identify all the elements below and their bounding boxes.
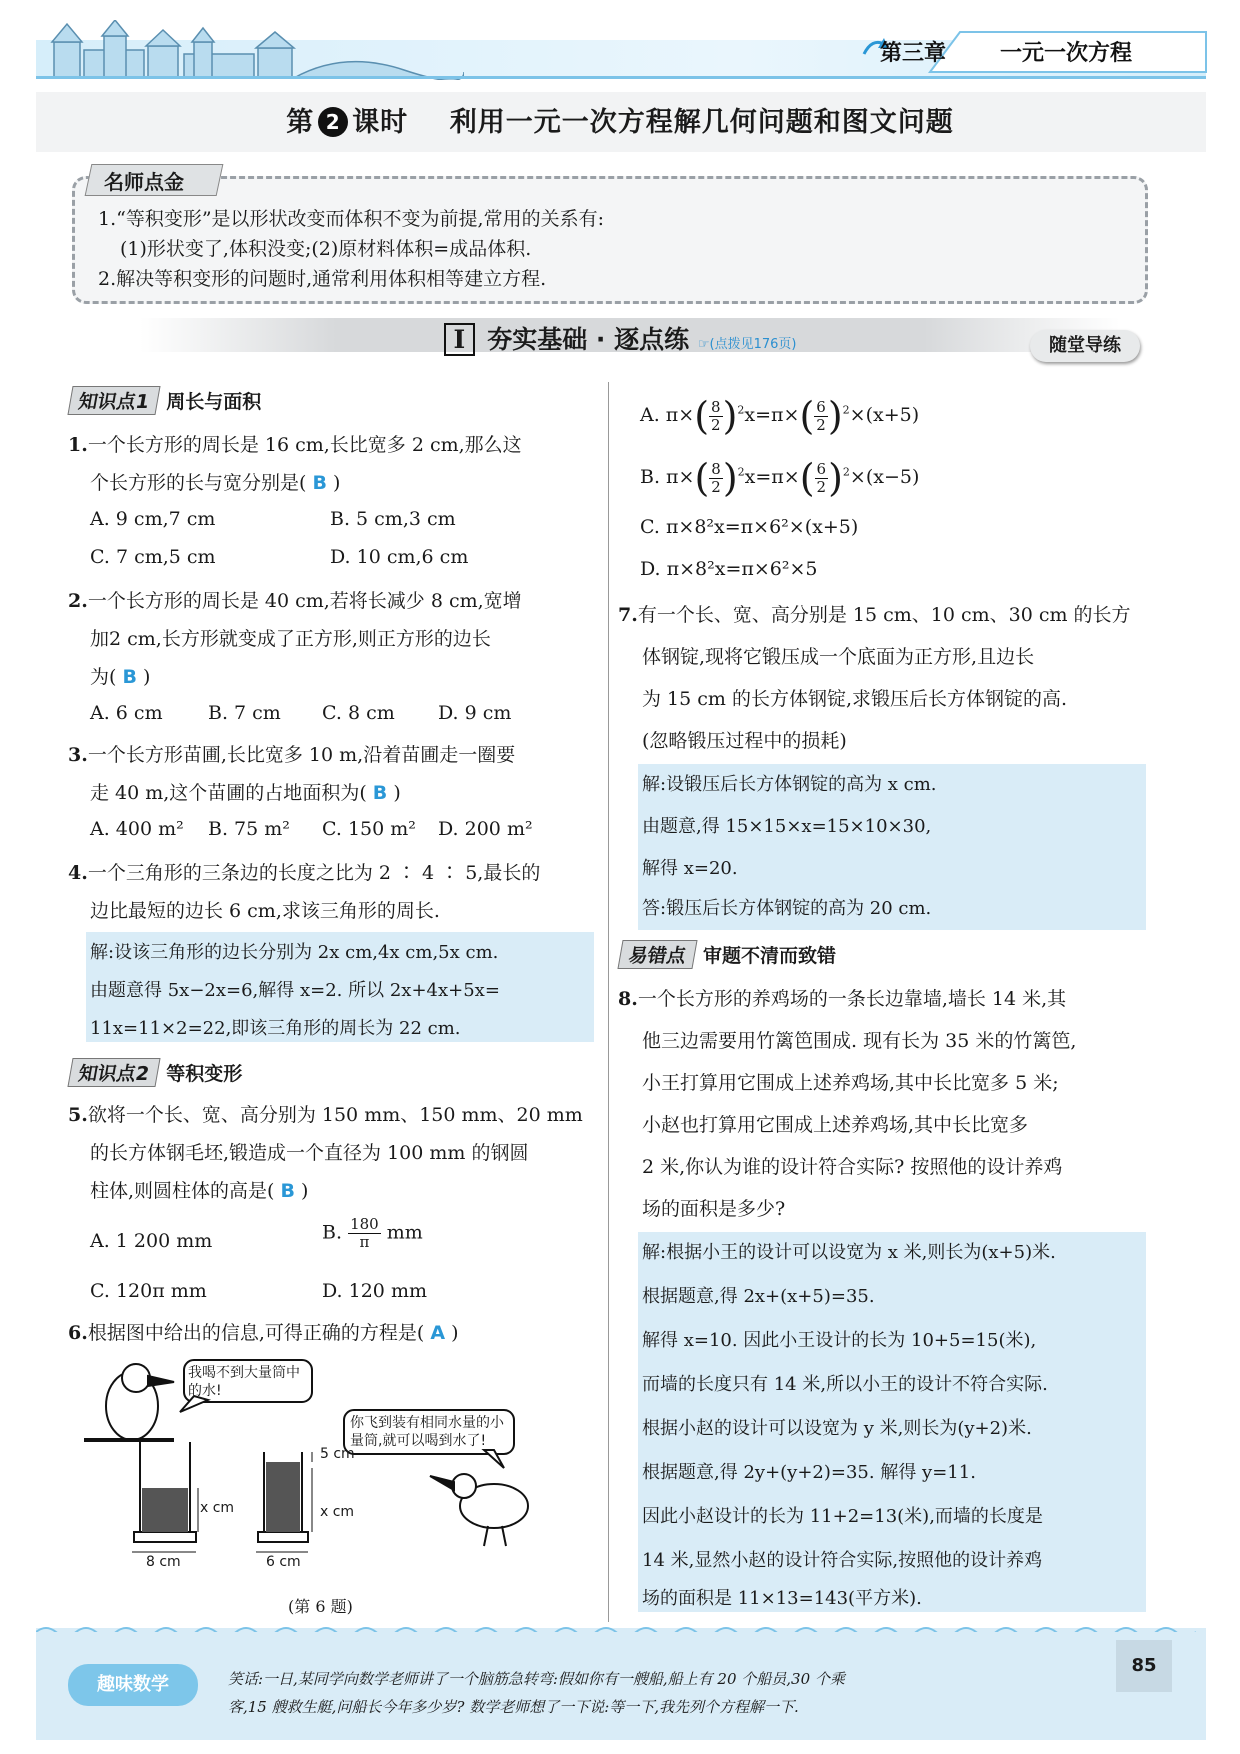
header-rule bbox=[36, 76, 1206, 79]
lesson-number: 2 bbox=[318, 107, 348, 137]
column-divider bbox=[608, 382, 609, 1622]
lesson-prefix: 第 bbox=[286, 107, 315, 138]
q5-option-b bbox=[322, 1216, 423, 1251]
q6b-den1: 2 bbox=[711, 477, 721, 496]
footer-wave bbox=[36, 1624, 1206, 1632]
chapter-title: 一元一次方程 bbox=[1000, 41, 1133, 66]
q1-line-1 bbox=[68, 430, 522, 457]
q7-solution-4: 答:锻压后长方体钢锭的高为 20 cm. bbox=[642, 898, 932, 919]
q8-number: 8. bbox=[618, 988, 638, 1010]
q8-solution-box bbox=[638, 1232, 1146, 1612]
q7-line-2: 体钢锭,现将它锻压成一个底面为正方形,且边长 bbox=[642, 646, 1035, 668]
q6a-pre: A. π× bbox=[640, 404, 695, 426]
q3-option-d: D. 200 m² bbox=[438, 818, 533, 840]
q6a-mid: x=π× bbox=[744, 404, 800, 426]
q3-number: 3. bbox=[68, 744, 88, 766]
q6a-num1: 8 bbox=[711, 397, 721, 416]
q6b-mid: x=π× bbox=[744, 466, 800, 488]
q5-option-d: D. 120 mm bbox=[322, 1280, 427, 1302]
q4-line-1 bbox=[68, 858, 540, 885]
lesson-suffix: 课时 bbox=[352, 107, 409, 138]
q6-label-x1: x cm bbox=[200, 1500, 235, 1516]
large-cylinder-water bbox=[142, 1488, 188, 1532]
bird-right-icon bbox=[430, 1474, 528, 1546]
q2-option-c: C. 8 cm bbox=[322, 702, 395, 724]
q5-option-b-fraction bbox=[348, 1216, 381, 1251]
q6-text-1: 根据图中给出的信息,可得正确的方程是( bbox=[87, 1322, 425, 1344]
q6-option-b: B. π×( $\frac{8}{2}$ )$^2$x=π×( $\frac{6}{2}$ )$^2$×(x−5) bbox=[640, 456, 920, 500]
q5-line-1 bbox=[68, 1100, 583, 1127]
q8-solution-8: 14 米,显然小赵的设计符合实际,按照他的设计养鸡 bbox=[642, 1550, 1043, 1571]
q4-solution-box bbox=[86, 932, 594, 1042]
q5-answer: B bbox=[280, 1180, 295, 1202]
q8-solution-9: 场的面积是 11×13=143(平方米). bbox=[642, 1588, 922, 1609]
error-title: 审题不清而致错 bbox=[703, 945, 837, 967]
q4-number: 4. bbox=[68, 862, 88, 884]
section-title: 夯实基础 · 逐点练 bbox=[487, 325, 690, 354]
knowledge-point-2 bbox=[70, 1058, 242, 1087]
q6-number: 6. bbox=[68, 1322, 88, 1344]
q7-line-4: (忽略锻压过程中的损耗) bbox=[642, 730, 847, 752]
q1-answer: B bbox=[312, 472, 327, 494]
q2-option-a: A. 6 cm bbox=[90, 702, 163, 724]
q8-solution-6: 根据题意,得 2y+(y+2)=35. 解得 y=11. bbox=[642, 1462, 976, 1483]
q1-option-a: A. 9 cm,7 cm bbox=[90, 508, 216, 530]
q8-solution-5: 根据小赵的设计可以设宽为 y 米,则长为(y+2)米. bbox=[642, 1418, 1032, 1439]
q4-text-1: 一个三角形的三条边的长度之比为 2 ∶ 4 ∶ 5,最长的 bbox=[87, 862, 541, 884]
q8-text-1: 一个长方形的养鸡场的一条长边靠墙,墙长 14 米,其 bbox=[637, 988, 1067, 1010]
q5-line-3 bbox=[90, 1176, 308, 1203]
footer-joke-line-2: 客,15 艘救生艇,问船长今年多少岁? 数学老师想了一下说:等一下,我先列个方程解一下. bbox=[228, 1698, 799, 1716]
q7-solution-box bbox=[638, 764, 1146, 930]
kp1-tag: 知识点1 bbox=[67, 386, 160, 415]
q2-number: 2. bbox=[68, 590, 88, 612]
error-tag: 易错点 bbox=[617, 940, 697, 969]
q3-close: ) bbox=[393, 782, 401, 804]
q2-text-1: 一个长方形的周长是 40 cm,若将长减少 8 cm,宽增 bbox=[87, 590, 522, 612]
q7-solution-2: 由题意,得 15×15×x=15×10×30, bbox=[642, 816, 932, 837]
q6-option-a: A. π×( $\frac{8}{2}$ )$^2$x=π×( $\frac{6}{2}$ )$^2$×(x+5) bbox=[640, 394, 920, 438]
q6a-den2: 2 bbox=[816, 415, 826, 434]
q6b-num1: 8 bbox=[711, 459, 721, 478]
q8-line-3: 小王打算用它围成上述养鸡场,其中长比宽多 5 米; bbox=[642, 1072, 1059, 1094]
q6-close: ) bbox=[451, 1322, 459, 1344]
q6-bubble-1-text: 我喝不到大量筒中的水! bbox=[188, 1365, 300, 1399]
q5-fraction-numerator: 180 bbox=[350, 1215, 379, 1233]
footer-joke-line-1: 笑话:一日,某同学向数学老师讲了一个脑筋急转弯:假如你有一艘船,船上有 20 个船员,30 个乘 bbox=[228, 1670, 845, 1688]
q6b-den2: 2 bbox=[816, 477, 827, 496]
q2-line-3 bbox=[90, 662, 150, 689]
q5-close: ) bbox=[301, 1180, 309, 1202]
q1-text-1: 一个长方形的周长是 16 cm,长比宽多 2 cm,那么这 bbox=[87, 434, 522, 456]
tip-line-1: 1.“等积变形”是以形状改变而体积不变为前提,常用的关系有: bbox=[98, 208, 604, 230]
q1-line-2 bbox=[90, 468, 340, 495]
q6a-end: ×(x+5) bbox=[849, 404, 920, 426]
q6-label-6cm: 6 cm bbox=[266, 1554, 301, 1570]
q8-line-5: 2 米,你认为谁的设计符合实际? 按照他的设计养鸡 bbox=[642, 1156, 1063, 1178]
q5-fraction-denominator: π bbox=[359, 1233, 370, 1251]
lesson-title-text: 利用一元一次方程解几何问题和图文问题 bbox=[449, 107, 954, 138]
page-number: 85 bbox=[1116, 1640, 1172, 1692]
q6b-pre: B. π× bbox=[640, 466, 695, 488]
q8-solution-1: 解:根据小王的设计可以设宽为 x 米,则长为(x+5)米. bbox=[642, 1242, 1056, 1263]
q6b-end: ×(x−5) bbox=[849, 466, 920, 488]
q7-line-3: 为 15 cm 的长方体钢锭,求锻压后长方体钢锭的高. bbox=[642, 688, 1068, 710]
q7-text-1: 有一个长、宽、高分别是 15 cm、10 cm、30 cm 的长方 bbox=[637, 604, 1131, 626]
castle-skyline-illustration bbox=[44, 20, 464, 80]
error-point bbox=[620, 940, 836, 969]
kp1-title: 周长与面积 bbox=[166, 391, 262, 413]
q2-option-d: D. 9 cm bbox=[438, 702, 512, 724]
q8-line-2: 他三边需要用竹篱笆围成. 现有长为 35 米的竹篱笆, bbox=[642, 1030, 1077, 1052]
teacher-tips-title: 名师点金 bbox=[104, 170, 184, 194]
q2-text-3: 为( bbox=[90, 666, 117, 688]
q4-line-2: 边比最短的边长 6 cm,求该三角形的周长. bbox=[90, 900, 440, 922]
q7-solution-1: 解:设锻压后长方体钢锭的高为 x cm. bbox=[642, 774, 937, 795]
q1-option-c: C. 7 cm,5 cm bbox=[90, 546, 216, 568]
q3-text-1: 一个长方形苗圃,长比宽多 10 m,沿着苗圃走一圈要 bbox=[87, 744, 516, 766]
q6a-num2: 6 bbox=[816, 397, 826, 416]
fun-math-badge: 趣味数学 bbox=[68, 1664, 198, 1706]
q6-label-5cm: 5 cm bbox=[320, 1446, 355, 1462]
q3-option-c: C. 150 m² bbox=[322, 818, 416, 840]
q2-option-b: B. 7 cm bbox=[208, 702, 281, 724]
tip-line-3: 2.解决等积变形的问题时,通常利用体积相等建立方程. bbox=[98, 268, 547, 290]
q6-answer: A bbox=[430, 1322, 446, 1344]
q4-solution-1: 解:设该三角形的边长分别为 2x cm,4x cm,5x cm. bbox=[90, 942, 499, 963]
q6-option-d: D. π×8²x=π×6²×5 bbox=[640, 558, 818, 580]
q2-line-2: 加2 cm,长方形就变成了正方形,则正方形的边长 bbox=[90, 628, 491, 650]
q6-label-x2: x cm bbox=[320, 1504, 355, 1520]
q5-text-3: 柱体,则圆柱体的高是( bbox=[90, 1180, 275, 1202]
section-note: ☞(点拨见176页) bbox=[697, 337, 797, 352]
q5-text-1: 欲将一个长、宽、高分别为 150 mm、150 mm、20 mm bbox=[87, 1104, 583, 1126]
q8-line-4: 小赵也打算用它围成上述养鸡场,其中长比宽多 bbox=[642, 1114, 1029, 1136]
q6-caption: (第 6 题) bbox=[288, 1597, 353, 1616]
q3-option-b: B. 75 m² bbox=[208, 818, 290, 840]
q6-line-1 bbox=[68, 1318, 459, 1345]
q3-line-1 bbox=[68, 740, 515, 767]
q8-solution-2: 根据题意,得 2x+(x+5)=35. bbox=[642, 1286, 875, 1307]
q8-solution-7: 因此小赵设计的长为 11+2=13(米),而墙的长度是 bbox=[642, 1506, 1043, 1527]
q5-option-b-unit: mm bbox=[386, 1221, 423, 1244]
q8-solution-4: 而墙的长度只有 14 米,所以小王的设计不符合实际. bbox=[642, 1374, 1048, 1395]
section-roman-numeral: I bbox=[444, 323, 476, 356]
q6a-den1: 2 bbox=[711, 415, 721, 434]
q3-answer: B bbox=[372, 782, 388, 804]
q6-option-c: C. π×8²x=π×6²×(x+5) bbox=[640, 516, 859, 538]
q2-answer: B bbox=[122, 666, 137, 688]
lesson-title bbox=[0, 100, 1240, 139]
q3-text-2: 走 40 m,这个苗圃的占地面积为( bbox=[90, 782, 367, 804]
kp2-title: 等积变形 bbox=[166, 1063, 243, 1085]
q3-option-a: A. 400 m² bbox=[90, 818, 184, 840]
guide-tag: 随堂导练 bbox=[1030, 330, 1140, 362]
chapter-label: 第三章 bbox=[880, 41, 947, 66]
q2-line-1 bbox=[68, 586, 522, 613]
knowledge-point-1 bbox=[70, 386, 261, 415]
q7-number: 7. bbox=[618, 604, 638, 626]
q2-close: ) bbox=[143, 666, 151, 688]
q8-line-1 bbox=[618, 984, 1066, 1011]
q1-number: 1. bbox=[68, 434, 88, 456]
q6-label-8cm: 8 cm bbox=[146, 1554, 181, 1570]
q5-option-b-label: B. bbox=[322, 1221, 343, 1244]
q5-option-a: A. 1 200 mm bbox=[90, 1230, 213, 1252]
q8-line-6: 场的面积是多少? bbox=[642, 1198, 786, 1220]
q3-line-2 bbox=[90, 778, 401, 805]
q1-option-b: B. 5 cm,3 cm bbox=[330, 508, 456, 530]
q7-solution-3: 解得 x=20. bbox=[642, 858, 738, 879]
small-cylinder-water bbox=[266, 1462, 300, 1532]
q4-solution-2: 由题意得 5x−2x=6,解得 x=2. 所以 2x+4x+5x= bbox=[90, 980, 500, 1001]
q5-line-2: 的长方体钢毛坯,锻造成一个直径为 100 mm 的钢圆 bbox=[90, 1142, 529, 1164]
q6-bubble-2-text: 你飞到装有相同水量的小量筒,就可以喝到水了! bbox=[350, 1415, 504, 1449]
q8-solution-3: 解得 x=10. 因此小王设计的长为 10+5=15(米), bbox=[642, 1330, 1037, 1351]
q1-option-d: D. 10 cm,6 cm bbox=[330, 546, 469, 568]
page-header bbox=[0, 0, 1240, 90]
bird-left-icon bbox=[84, 1364, 174, 1440]
kp2-tag: 知识点2 bbox=[67, 1058, 160, 1087]
q5-option-c: C. 120π mm bbox=[90, 1280, 207, 1302]
q1-text-2: 个长方形的长与宽分别是( bbox=[90, 472, 307, 494]
q4-solution-3: 11x=11×2=22,即该三角形的周长为 22 cm. bbox=[90, 1018, 461, 1039]
q6b-num2: 6 bbox=[816, 459, 827, 478]
q7-line-1 bbox=[618, 600, 1131, 627]
tip-line-2: (1)形状变了,体积没变;(2)原材料体积=成品体积. bbox=[120, 238, 532, 260]
q1-close: ) bbox=[333, 472, 341, 494]
q5-number: 5. bbox=[68, 1104, 88, 1126]
